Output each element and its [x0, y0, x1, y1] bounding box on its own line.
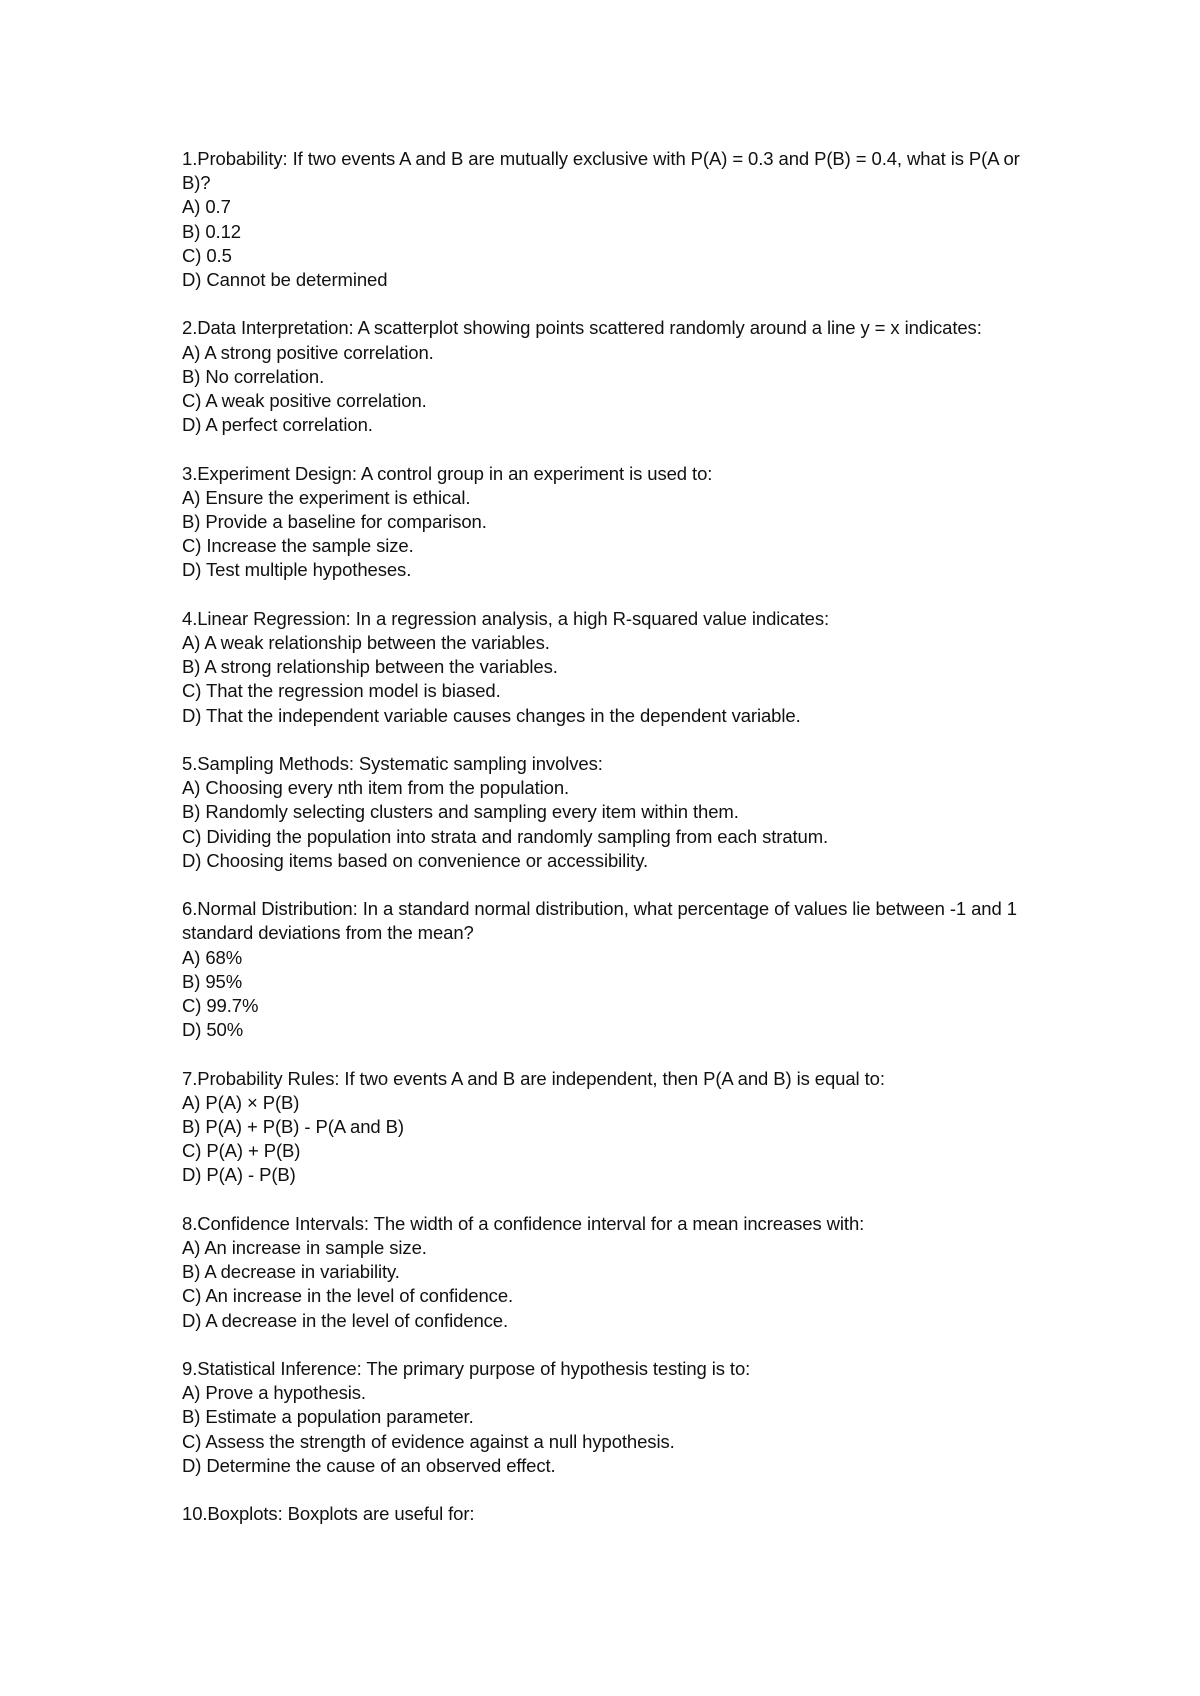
question-text: 3.Experiment Design: A control group in an experiment is used to:: [182, 462, 713, 484]
question-3: [182, 462, 1022, 583]
option-d: D) Determine the cause of an observed effect.: [182, 1454, 556, 1476]
option-b: B) A strong relationship between the variables.: [182, 656, 558, 678]
option-c: C) Assess the strength of evidence against a null hypothesis.: [182, 1430, 675, 1452]
question-8: [182, 1212, 1022, 1333]
question-text: 7.Probability Rules: If two events A and B are independent, then P(A and B) is equal to:: [182, 1067, 885, 1089]
question-6: [182, 897, 1022, 1042]
option-a: A) Choosing every nth item from the population.: [182, 777, 570, 799]
option-a: A) 68%: [182, 946, 243, 968]
option-c: C) An increase in the level of confidence.: [182, 1285, 514, 1307]
question-text: 6.Normal Distribution: In a standard normal distribution, what percentage of values lie between -1 and 1 standard deviations from the mean?: [182, 898, 1022, 944]
option-b: B) P(A) + P(B) - P(A and B): [182, 1116, 404, 1138]
question-9: [182, 1357, 1022, 1478]
option-d: D) A perfect correlation.: [182, 414, 373, 436]
question-7: [182, 1067, 1022, 1188]
question-text: 2.Data Interpretation: A scatterplot showing points scattered randomly around a line y = x indicates:: [182, 317, 982, 339]
question-2: [182, 316, 1022, 437]
option-d: D) A decrease in the level of confidence.: [182, 1309, 509, 1331]
option-a: A) P(A) × P(B): [182, 1091, 300, 1113]
option-a: A) 0.7: [182, 196, 231, 218]
option-c: C) 99.7%: [182, 995, 259, 1017]
option-b: B) No correlation.: [182, 365, 325, 387]
option-a: A) A weak relationship between the variables.: [182, 632, 550, 654]
option-a: A) An increase in sample size.: [182, 1237, 427, 1259]
question-4: [182, 607, 1022, 728]
option-d: D) Cannot be determined: [182, 269, 388, 291]
option-c: C) Dividing the population into strata and randomly sampling from each stratum.: [182, 825, 829, 847]
question-text: 8.Confidence Intervals: The width of a confidence interval for a mean increases with:: [182, 1212, 865, 1234]
question-list: [182, 147, 1025, 1551]
question-text: 4.Linear Regression: In a regression analysis, a high R-squared value indicates:: [182, 607, 830, 629]
option-b: B) Estimate a population parameter.: [182, 1406, 474, 1428]
option-d: D) Choosing items based on convenience or accessibility.: [182, 849, 649, 871]
option-a: A) Prove a hypothesis.: [182, 1382, 366, 1404]
option-c: C) Increase the sample size.: [182, 535, 414, 557]
option-d: D) P(A) - P(B): [182, 1164, 296, 1186]
question-text: 1.Probability: If two events A and B are mutually exclusive with P(A) = 0.3 and P(B) = 0.4, what is P(A or B)?: [182, 148, 1025, 194]
option-b: B) Provide a baseline for comparison.: [182, 511, 487, 533]
option-b: B) 95%: [182, 970, 243, 992]
question-1: [182, 147, 1025, 292]
option-d: D) That the independent variable causes changes in the dependent variable.: [182, 704, 801, 726]
question-5: [182, 752, 1022, 873]
option-b: B) A decrease in variability.: [182, 1261, 400, 1283]
question-text: 10.Boxplots: Boxplots are useful for:: [182, 1503, 475, 1525]
question-text: 9.Statistical Inference: The primary purpose of hypothesis testing is to:: [182, 1358, 751, 1380]
option-b: B) Randomly selecting clusters and sampling every item within them.: [182, 801, 739, 823]
option-b: B) 0.12: [182, 220, 241, 242]
option-d: D) 50%: [182, 1019, 244, 1041]
option-c: C) That the regression model is biased.: [182, 680, 501, 702]
option-d: D) Test multiple hypotheses.: [182, 559, 412, 581]
option-c: C) 0.5: [182, 244, 232, 266]
question-text: 5.Sampling Methods: Systematic sampling involves:: [182, 753, 603, 775]
option-c: C) A weak positive correlation.: [182, 390, 427, 412]
question-10: [182, 1502, 1022, 1526]
option-a: A) A strong positive correlation.: [182, 341, 434, 363]
option-c: C) P(A) + P(B): [182, 1140, 301, 1162]
option-a: A) Ensure the experiment is ethical.: [182, 486, 471, 508]
